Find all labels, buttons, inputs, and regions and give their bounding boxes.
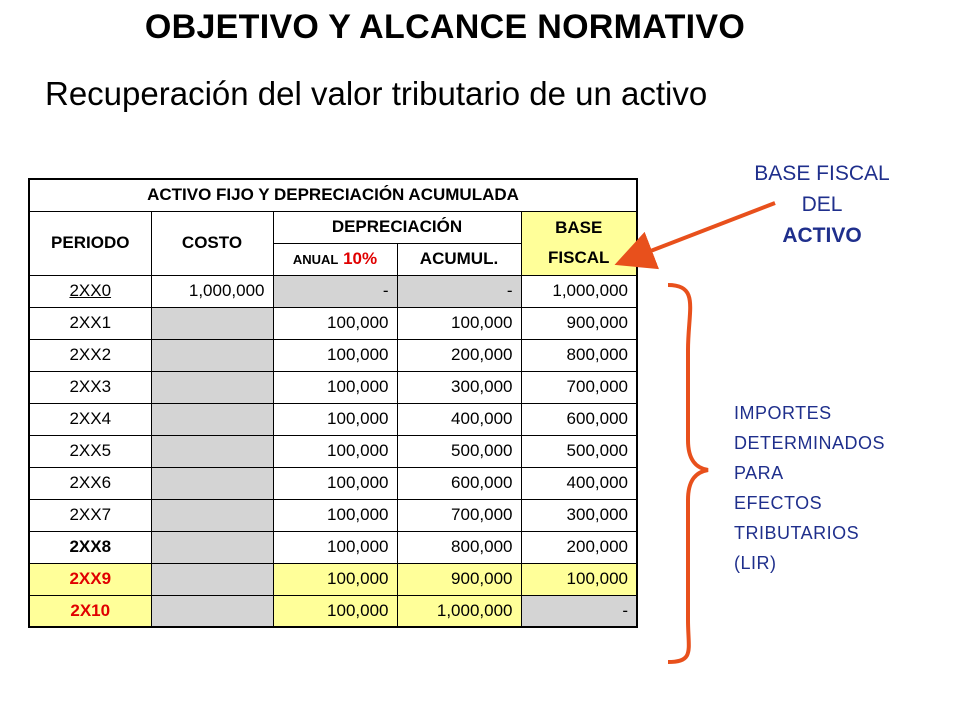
- cell-anual: 100,000: [273, 467, 397, 499]
- cell-anual: 100,000: [273, 403, 397, 435]
- cell-periodo: 2XX5: [29, 435, 151, 467]
- cell-acumul: 100,000: [397, 307, 521, 339]
- header-anual-label: ANUAL: [292, 252, 339, 267]
- cell-anual: 100,000: [273, 531, 397, 563]
- base-fiscal-line1: BASE FISCAL: [754, 162, 890, 185]
- cell-anual: 100,000: [273, 595, 397, 627]
- header-base-fiscal-line1: BASE: [555, 218, 603, 237]
- cell-anual: 100,000: [273, 563, 397, 595]
- page-title: OBJETIVO Y ALCANCE NORMATIVO: [144, 8, 746, 46]
- cell-acumul: 400,000: [397, 403, 521, 435]
- cell-base: -: [521, 595, 637, 627]
- header-periodo: PERIODO: [29, 211, 151, 275]
- importes-line6: (LIR): [734, 553, 777, 573]
- cell-periodo: 2XX4: [29, 403, 151, 435]
- importes-line5: TRIBUTARIOS: [734, 523, 860, 543]
- cell-periodo: 2XX2: [29, 339, 151, 371]
- cell-base: 300,000: [521, 499, 637, 531]
- cell-base: 500,000: [521, 435, 637, 467]
- cell-acumul: 800,000: [397, 531, 521, 563]
- cell-acumul: 300,000: [397, 371, 521, 403]
- cell-periodo: 2XX7: [29, 499, 151, 531]
- cell-base: 100,000: [521, 563, 637, 595]
- header-acumul: ACUMUL.: [397, 243, 521, 275]
- base-fiscal-line2: DEL: [801, 193, 843, 216]
- header-rate: 10%: [343, 249, 378, 268]
- cell-acumul: -: [397, 275, 521, 307]
- cell-base: 800,000: [521, 339, 637, 371]
- cell-periodo: 2XX0: [29, 275, 151, 307]
- cell-base: 900,000: [521, 307, 637, 339]
- cell-periodo: 2XX3: [29, 371, 151, 403]
- curly-brace-icon: [668, 285, 708, 662]
- cell-base: 400,000: [521, 467, 637, 499]
- cell-base: 200,000: [521, 531, 637, 563]
- page-subtitle: Recuperación del valor tributario de un activo: [45, 75, 708, 112]
- header-depreciacion: DEPRECIACIÓN: [273, 211, 521, 243]
- header-costo: COSTO: [151, 211, 273, 275]
- cell-periodo: 2XX8: [29, 531, 151, 563]
- cell-periodo: 2XX6: [29, 467, 151, 499]
- cell-costo: 1,000,000: [151, 275, 273, 307]
- importes-line4: EFECTOS: [734, 493, 823, 513]
- cell-anual: 100,000: [273, 339, 397, 371]
- cell-anual: 100,000: [273, 307, 397, 339]
- cell-anual: 100,000: [273, 371, 397, 403]
- cell-acumul: 600,000: [397, 467, 521, 499]
- table-caption: ACTIVO FIJO Y DEPRECIACIÓN ACUMULADA: [29, 179, 637, 211]
- cell-anual: 100,000: [273, 435, 397, 467]
- arrow-icon: [622, 203, 775, 262]
- cell-acumul: 1,000,000: [397, 595, 521, 627]
- header-base-fiscal-line2: FISCAL: [548, 248, 610, 267]
- cell-base: 1,000,000: [521, 275, 637, 307]
- base-fiscal-line3: ACTIVO: [782, 224, 862, 247]
- cell-base: 600,000: [521, 403, 637, 435]
- importes-line2: DETERMINADOS: [734, 433, 886, 453]
- cell-periodo: 2X10: [29, 595, 151, 627]
- importes-line1: IMPORTES: [734, 403, 832, 423]
- cell-periodo: 2XX1: [29, 307, 151, 339]
- cell-periodo: 2XX9: [29, 563, 151, 595]
- cell-anual: 100,000: [273, 499, 397, 531]
- cell-acumul: 900,000: [397, 563, 521, 595]
- cell-acumul: 200,000: [397, 339, 521, 371]
- cell-anual: -: [273, 275, 397, 307]
- cell-base: 700,000: [521, 371, 637, 403]
- importes-line3: PARA: [734, 463, 784, 483]
- cell-acumul: 500,000: [397, 435, 521, 467]
- cell-acumul: 700,000: [397, 499, 521, 531]
